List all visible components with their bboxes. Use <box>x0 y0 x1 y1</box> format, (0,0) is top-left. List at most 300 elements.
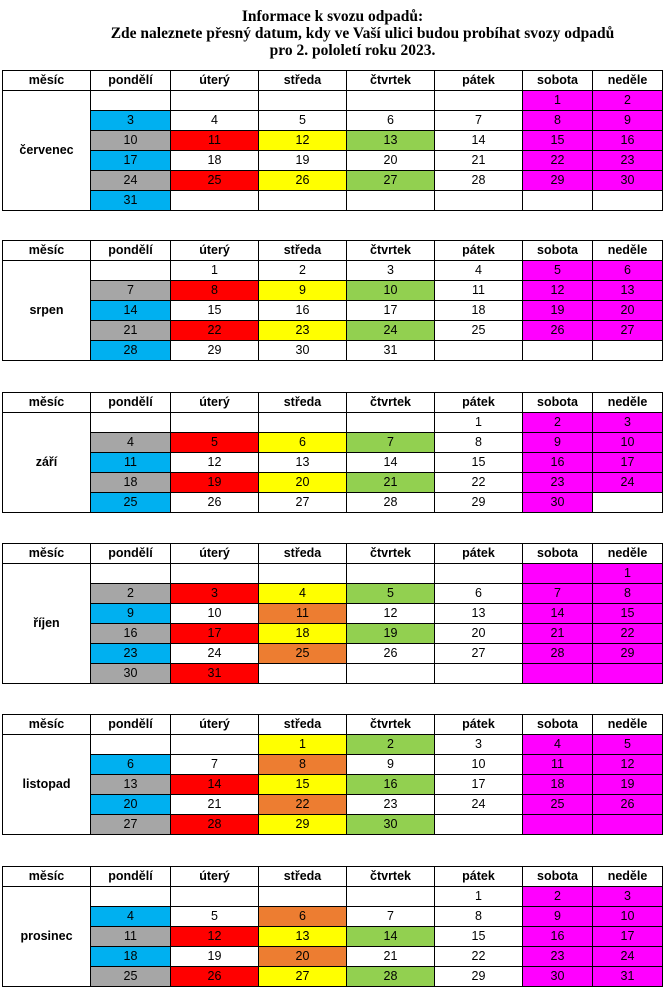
column-header: sobota <box>523 715 593 735</box>
column-header: měsíc <box>3 715 91 735</box>
day-cell: 3 <box>171 584 259 604</box>
day-cell: 18 <box>91 473 171 493</box>
day-cell <box>259 887 347 907</box>
column-header: neděle <box>593 715 663 735</box>
day-cell: 1 <box>435 413 523 433</box>
day-cell: 27 <box>593 321 663 341</box>
day-cell: 27 <box>259 493 347 513</box>
day-cell: 20 <box>259 947 347 967</box>
month-table <box>2 240 663 361</box>
week-row <box>3 815 663 835</box>
day-cell: 20 <box>259 473 347 493</box>
column-header: neděle <box>593 393 663 413</box>
day-cell: 5 <box>171 433 259 453</box>
column-header: sobota <box>523 393 593 413</box>
day-cell: 28 <box>435 171 523 191</box>
day-cell: 20 <box>347 151 435 171</box>
week-row <box>3 473 663 493</box>
week-row <box>3 191 663 211</box>
column-header: úterý <box>171 71 259 91</box>
day-cell: 15 <box>435 453 523 473</box>
day-cell: 21 <box>523 624 593 644</box>
day-cell <box>171 91 259 111</box>
day-cell: 3 <box>593 413 663 433</box>
day-cell: 5 <box>171 907 259 927</box>
day-cell: 11 <box>435 281 523 301</box>
week-row <box>3 624 663 644</box>
day-cell: 23 <box>593 151 663 171</box>
day-cell: 5 <box>259 111 347 131</box>
week-row <box>3 301 663 321</box>
day-cell: 29 <box>171 341 259 361</box>
day-cell: 11 <box>259 604 347 624</box>
day-cell: 19 <box>523 301 593 321</box>
day-cell: 13 <box>347 131 435 151</box>
day-cell: 22 <box>259 795 347 815</box>
day-cell: 2 <box>347 735 435 755</box>
column-header: čtvrtek <box>347 71 435 91</box>
day-cell: 14 <box>171 775 259 795</box>
day-cell: 22 <box>593 624 663 644</box>
day-cell: 18 <box>435 301 523 321</box>
month-name: červenec <box>3 91 91 211</box>
day-cell: 28 <box>347 967 435 987</box>
day-cell: 25 <box>259 644 347 664</box>
column-header: pátek <box>435 544 523 564</box>
month-name: říjen <box>3 564 91 684</box>
day-cell: 2 <box>593 91 663 111</box>
day-cell <box>259 564 347 584</box>
week-row <box>3 91 663 111</box>
day-cell: 24 <box>593 947 663 967</box>
day-cell: 9 <box>91 604 171 624</box>
column-header: čtvrtek <box>347 715 435 735</box>
day-cell: 22 <box>435 473 523 493</box>
column-header: neděle <box>593 867 663 887</box>
column-header: pondělí <box>91 867 171 887</box>
day-cell: 31 <box>593 967 663 987</box>
day-cell <box>347 91 435 111</box>
column-header: neděle <box>593 241 663 261</box>
column-header: úterý <box>171 393 259 413</box>
header-row <box>3 241 663 261</box>
day-cell: 25 <box>523 795 593 815</box>
column-header: pondělí <box>91 715 171 735</box>
week-row <box>3 493 663 513</box>
day-cell: 8 <box>593 584 663 604</box>
day-cell: 24 <box>91 171 171 191</box>
column-header: měsíc <box>3 393 91 413</box>
day-cell: 17 <box>171 624 259 644</box>
day-cell: 9 <box>259 281 347 301</box>
column-header: středa <box>259 71 347 91</box>
week-row <box>3 664 663 684</box>
column-header: měsíc <box>3 71 91 91</box>
day-cell: 18 <box>523 775 593 795</box>
day-cell: 19 <box>259 151 347 171</box>
day-cell: 17 <box>593 453 663 473</box>
day-cell: 16 <box>593 131 663 151</box>
day-cell: 16 <box>347 775 435 795</box>
day-cell: 9 <box>347 755 435 775</box>
day-cell: 6 <box>259 907 347 927</box>
week-row <box>3 171 663 191</box>
day-cell: 22 <box>435 947 523 967</box>
day-cell: 10 <box>593 433 663 453</box>
day-cell: 2 <box>523 413 593 433</box>
day-cell: 17 <box>347 301 435 321</box>
day-cell: 12 <box>593 755 663 775</box>
day-cell <box>259 664 347 684</box>
day-cell: 4 <box>435 261 523 281</box>
column-header: sobota <box>523 241 593 261</box>
column-header: pátek <box>435 867 523 887</box>
column-header: středa <box>259 544 347 564</box>
week-row <box>3 775 663 795</box>
day-cell <box>523 564 593 584</box>
page-title <box>0 0 665 59</box>
day-cell: 5 <box>347 584 435 604</box>
day-cell: 11 <box>91 453 171 473</box>
day-cell: 24 <box>435 795 523 815</box>
week-row <box>3 564 663 584</box>
week-row <box>3 261 663 281</box>
day-cell <box>593 664 663 684</box>
day-cell: 6 <box>259 433 347 453</box>
week-row <box>3 321 663 341</box>
title-line-2: Zde naleznete přesný datum, kdy ve Vaší ulici budou probíhat svozy odpadů <box>110 25 615 42</box>
day-cell: 19 <box>593 775 663 795</box>
day-cell: 27 <box>435 644 523 664</box>
month-name: září <box>3 413 91 513</box>
column-header: neděle <box>593 544 663 564</box>
day-cell <box>91 887 171 907</box>
day-cell <box>523 341 593 361</box>
day-cell: 4 <box>171 111 259 131</box>
day-cell: 31 <box>91 191 171 211</box>
day-cell: 3 <box>91 111 171 131</box>
day-cell <box>347 887 435 907</box>
column-header: pondělí <box>91 241 171 261</box>
column-header: sobota <box>523 71 593 91</box>
day-cell <box>91 413 171 433</box>
day-cell: 14 <box>523 604 593 624</box>
column-header: čtvrtek <box>347 544 435 564</box>
day-cell: 16 <box>523 927 593 947</box>
day-cell: 8 <box>259 755 347 775</box>
day-cell: 18 <box>259 624 347 644</box>
day-cell: 26 <box>171 967 259 987</box>
column-header: měsíc <box>3 241 91 261</box>
day-cell: 14 <box>91 301 171 321</box>
day-cell: 14 <box>435 131 523 151</box>
week-row <box>3 433 663 453</box>
day-cell: 19 <box>171 947 259 967</box>
week-row <box>3 947 663 967</box>
header-row <box>3 867 663 887</box>
day-cell: 2 <box>259 261 347 281</box>
day-cell: 28 <box>171 815 259 835</box>
day-cell: 5 <box>523 261 593 281</box>
week-row <box>3 281 663 301</box>
column-header: pondělí <box>91 71 171 91</box>
day-cell: 5 <box>593 735 663 755</box>
day-cell <box>593 493 663 513</box>
day-cell: 20 <box>91 795 171 815</box>
day-cell <box>593 815 663 835</box>
day-cell: 13 <box>259 927 347 947</box>
day-cell: 11 <box>523 755 593 775</box>
day-cell <box>435 564 523 584</box>
header-row <box>3 715 663 735</box>
column-header: pátek <box>435 71 523 91</box>
day-cell <box>435 91 523 111</box>
day-cell: 25 <box>435 321 523 341</box>
day-cell: 24 <box>347 321 435 341</box>
column-header: středa <box>259 715 347 735</box>
day-cell <box>593 191 663 211</box>
week-row <box>3 887 663 907</box>
column-header: sobota <box>523 867 593 887</box>
day-cell: 20 <box>435 624 523 644</box>
column-header: úterý <box>171 241 259 261</box>
day-cell: 30 <box>259 341 347 361</box>
day-cell: 3 <box>435 735 523 755</box>
day-cell: 8 <box>435 907 523 927</box>
day-cell: 30 <box>91 664 171 684</box>
day-cell: 15 <box>259 775 347 795</box>
column-header: čtvrtek <box>347 393 435 413</box>
day-cell: 1 <box>523 91 593 111</box>
day-cell <box>171 887 259 907</box>
day-cell: 26 <box>171 493 259 513</box>
day-cell: 10 <box>435 755 523 775</box>
day-cell: 26 <box>259 171 347 191</box>
day-cell <box>435 341 523 361</box>
day-cell: 15 <box>435 927 523 947</box>
day-cell: 14 <box>347 927 435 947</box>
day-cell: 26 <box>523 321 593 341</box>
day-cell <box>435 664 523 684</box>
day-cell: 15 <box>171 301 259 321</box>
day-cell: 9 <box>593 111 663 131</box>
week-row <box>3 604 663 624</box>
column-header: měsíc <box>3 867 91 887</box>
column-header: sobota <box>523 544 593 564</box>
day-cell: 1 <box>171 261 259 281</box>
day-cell: 12 <box>259 131 347 151</box>
day-cell: 25 <box>91 967 171 987</box>
header-row <box>3 544 663 564</box>
day-cell: 20 <box>593 301 663 321</box>
week-row <box>3 967 663 987</box>
day-cell: 10 <box>593 907 663 927</box>
day-cell: 12 <box>171 927 259 947</box>
month-table <box>2 392 663 513</box>
day-cell: 12 <box>347 604 435 624</box>
column-header: úterý <box>171 715 259 735</box>
day-cell: 29 <box>523 171 593 191</box>
day-cell <box>523 664 593 684</box>
day-cell: 17 <box>435 775 523 795</box>
day-cell: 18 <box>171 151 259 171</box>
column-header: pátek <box>435 393 523 413</box>
month-name: prosinec <box>3 887 91 987</box>
week-row <box>3 413 663 433</box>
day-cell: 4 <box>91 433 171 453</box>
day-cell <box>435 815 523 835</box>
day-cell: 4 <box>259 584 347 604</box>
week-row <box>3 131 663 151</box>
day-cell: 16 <box>523 453 593 473</box>
day-cell: 7 <box>347 433 435 453</box>
day-cell <box>523 191 593 211</box>
day-cell: 23 <box>523 473 593 493</box>
day-cell: 30 <box>347 815 435 835</box>
week-row <box>3 735 663 755</box>
day-cell <box>347 413 435 433</box>
column-header: měsíc <box>3 544 91 564</box>
day-cell <box>171 735 259 755</box>
column-header: pondělí <box>91 393 171 413</box>
title-line-3: pro 2. pololetí roku 2023. <box>269 42 436 59</box>
column-header: středa <box>259 393 347 413</box>
day-cell: 15 <box>593 604 663 624</box>
week-row <box>3 907 663 927</box>
day-cell: 3 <box>593 887 663 907</box>
day-cell: 8 <box>523 111 593 131</box>
day-cell <box>91 564 171 584</box>
day-cell <box>171 413 259 433</box>
day-cell <box>259 413 347 433</box>
day-cell: 30 <box>523 967 593 987</box>
day-cell <box>91 261 171 281</box>
day-cell: 28 <box>523 644 593 664</box>
day-cell: 17 <box>91 151 171 171</box>
day-cell: 21 <box>347 473 435 493</box>
month-table <box>2 70 663 211</box>
day-cell <box>347 191 435 211</box>
day-cell: 6 <box>593 261 663 281</box>
day-cell: 25 <box>171 171 259 191</box>
day-cell: 6 <box>91 755 171 775</box>
day-cell: 27 <box>91 815 171 835</box>
column-header: středa <box>259 241 347 261</box>
week-row <box>3 341 663 361</box>
day-cell: 3 <box>347 261 435 281</box>
month-name: listopad <box>3 735 91 835</box>
day-cell: 23 <box>259 321 347 341</box>
header-row <box>3 71 663 91</box>
day-cell <box>91 91 171 111</box>
column-header: čtvrtek <box>347 867 435 887</box>
day-cell: 27 <box>347 171 435 191</box>
day-cell: 4 <box>523 735 593 755</box>
day-cell: 13 <box>435 604 523 624</box>
day-cell: 26 <box>347 644 435 664</box>
day-cell: 31 <box>171 664 259 684</box>
day-cell: 28 <box>91 341 171 361</box>
day-cell: 15 <box>523 131 593 151</box>
day-cell: 9 <box>523 907 593 927</box>
header-row <box>3 393 663 413</box>
day-cell: 29 <box>435 967 523 987</box>
day-cell: 30 <box>523 493 593 513</box>
day-cell <box>523 815 593 835</box>
day-cell: 14 <box>347 453 435 473</box>
day-cell <box>91 735 171 755</box>
day-cell: 31 <box>347 341 435 361</box>
day-cell <box>171 564 259 584</box>
day-cell: 22 <box>171 321 259 341</box>
column-header: neděle <box>593 71 663 91</box>
day-cell: 10 <box>91 131 171 151</box>
week-row <box>3 644 663 664</box>
day-cell: 2 <box>523 887 593 907</box>
day-cell: 1 <box>435 887 523 907</box>
day-cell: 12 <box>523 281 593 301</box>
day-cell: 12 <box>171 453 259 473</box>
day-cell: 21 <box>91 321 171 341</box>
day-cell: 2 <box>91 584 171 604</box>
day-cell <box>593 341 663 361</box>
day-cell: 17 <box>593 927 663 947</box>
day-cell: 11 <box>91 927 171 947</box>
day-cell: 28 <box>347 493 435 513</box>
column-header: čtvrtek <box>347 241 435 261</box>
day-cell: 10 <box>347 281 435 301</box>
day-cell: 7 <box>171 755 259 775</box>
day-cell: 18 <box>91 947 171 967</box>
day-cell: 21 <box>171 795 259 815</box>
day-cell: 8 <box>171 281 259 301</box>
day-cell: 9 <box>523 433 593 453</box>
month-table <box>2 714 663 835</box>
day-cell <box>259 191 347 211</box>
title-line-1: Informace k svozu odpadů: <box>241 8 424 25</box>
day-cell: 23 <box>347 795 435 815</box>
day-cell: 29 <box>259 815 347 835</box>
day-cell: 10 <box>171 604 259 624</box>
day-cell: 22 <box>523 151 593 171</box>
column-header: úterý <box>171 867 259 887</box>
day-cell <box>347 664 435 684</box>
day-cell: 16 <box>91 624 171 644</box>
day-cell: 30 <box>593 171 663 191</box>
day-cell: 4 <box>91 907 171 927</box>
column-header: pondělí <box>91 544 171 564</box>
week-row <box>3 111 663 131</box>
day-cell <box>435 191 523 211</box>
day-cell: 24 <box>171 644 259 664</box>
day-cell: 6 <box>435 584 523 604</box>
day-cell: 13 <box>91 775 171 795</box>
month-table <box>2 866 663 987</box>
day-cell: 16 <box>259 301 347 321</box>
week-row <box>3 927 663 947</box>
day-cell: 13 <box>593 281 663 301</box>
day-cell: 11 <box>171 131 259 151</box>
day-cell: 1 <box>259 735 347 755</box>
day-cell: 25 <box>91 493 171 513</box>
day-cell: 8 <box>435 433 523 453</box>
day-cell: 23 <box>91 644 171 664</box>
day-cell: 23 <box>523 947 593 967</box>
month-table <box>2 543 663 684</box>
day-cell: 24 <box>593 473 663 493</box>
day-cell: 27 <box>259 967 347 987</box>
day-cell: 21 <box>435 151 523 171</box>
